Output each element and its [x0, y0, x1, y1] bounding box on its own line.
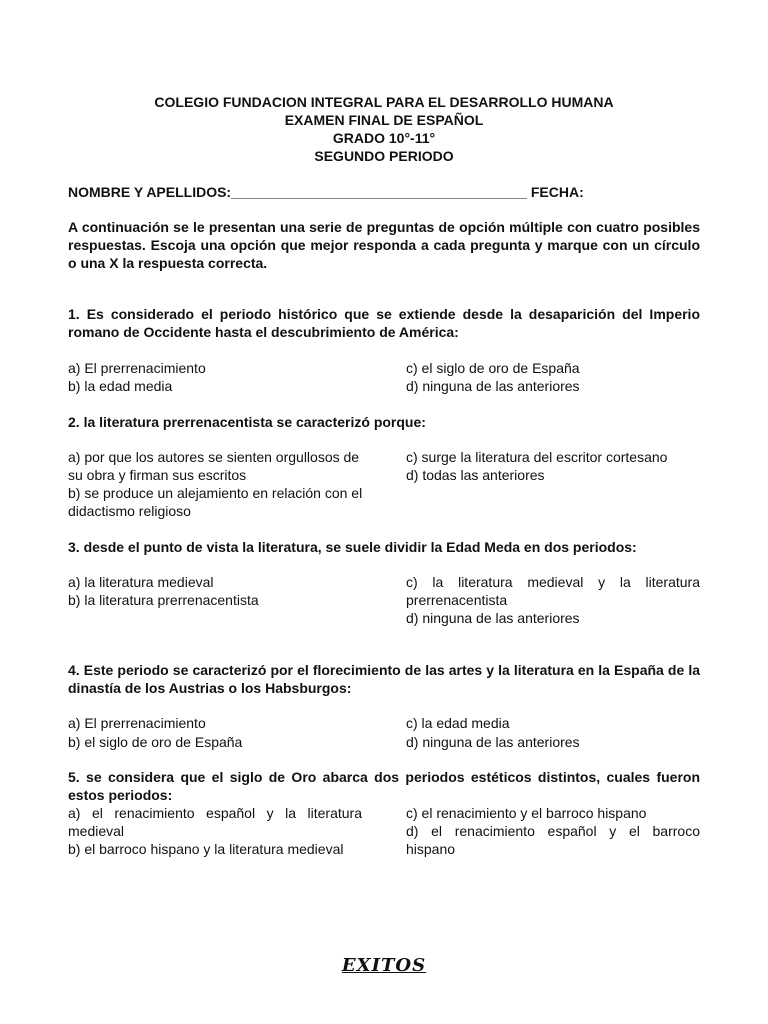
question-3-option-b: b) la literatura prerrenacentista [68, 592, 259, 608]
question-3-option-d: d) ninguna de las anteriores [406, 610, 580, 626]
question-2-option-c: c) surge la literatura del escritor cortesano [406, 449, 668, 465]
grade-label: GRADO 10°-11° [332, 130, 436, 146]
question-5-option-c: c) el renacimiento y el barroco hispano [406, 805, 647, 821]
question-1-option-b: b) la edad media [68, 378, 173, 394]
question-3-option-c: c) la literatura medieval y la literatura prerrenacentista [406, 574, 700, 608]
question-1-option-a: a) El prerrenacimiento [68, 360, 206, 376]
instructions: A continuación se le presentan una serie de preguntas de opción múltiple con cuatro posibles respuestas. Escoja una opción que mejor responda a cada pregunta y marque con un círculo o una X la respuesta correcta. [68, 219, 700, 271]
name-blank: ______________________________________ [231, 184, 527, 200]
period-label: SEGUNDO PERIODO [314, 148, 454, 164]
question-4-option-d: d) ninguna de las anteriores [406, 734, 580, 750]
question-2-option-a: a) por que los autores se sienten orgullosos de su obra y firman sus escritos [68, 449, 360, 483]
question-3-option-a: a) la literatura medieval [68, 574, 214, 590]
name-label: NOMBRE Y APELLIDOS: [68, 184, 232, 200]
question-5-text: 5. se considera que el siglo de Oro abarca dos periodos estéticos distintos, cuales fueron estos periodos: [68, 769, 700, 803]
exam-title: EXAMEN FINAL DE ESPAÑOL [284, 112, 484, 128]
question-4-option-b: b) el siglo de oro de España [68, 734, 243, 750]
name-date-line [68, 183, 708, 201]
date-label: FECHA: [530, 184, 584, 200]
question-2-option-d: d) todas las anteriores [406, 467, 545, 483]
school-name: COLEGIO FUNDACION INTEGRAL PARA EL DESARROLLO HUMANA [154, 94, 614, 110]
question-4-option-c: c) la edad media [406, 715, 510, 731]
question-1-option-c: c) el siglo de oro de España [406, 360, 580, 376]
question-1-option-d: d) ninguna de las anteriores [406, 378, 580, 394]
question-5-option-d: d) el renacimiento español y el barroco hispano [406, 823, 700, 857]
question-4-option-a: a) El prerrenacimiento [68, 715, 206, 731]
question-5-option-a: a) el renacimiento español y la literatura medieval [68, 805, 362, 839]
question-2-option-b: b) se produce un alejamiento en relación con el didactismo religioso [68, 485, 363, 519]
question-4-text: 4. Este periodo se caracterizó por el florecimiento de las artes y la literatura en la España de la dinastía de los Austrias o los Habsburgos: [68, 662, 700, 696]
question-1-text: 1. Es considerado el periodo histórico que se extiende desde la desaparición del Imperio romano de Occidente hasta el descubrimiento de América: [68, 306, 700, 340]
question-5-option-b: b) el barroco hispano y la literatura medieval [68, 841, 344, 857]
question-2-text: 2. la literatura prerrenacentista se caracterizó porque: [68, 414, 426, 430]
question-3-text: 3. desde el punto de vista la literatura, se suele dividir la Edad Meda en dos periodos: [68, 539, 637, 555]
footer-exitos: EXITOS [341, 955, 427, 976]
